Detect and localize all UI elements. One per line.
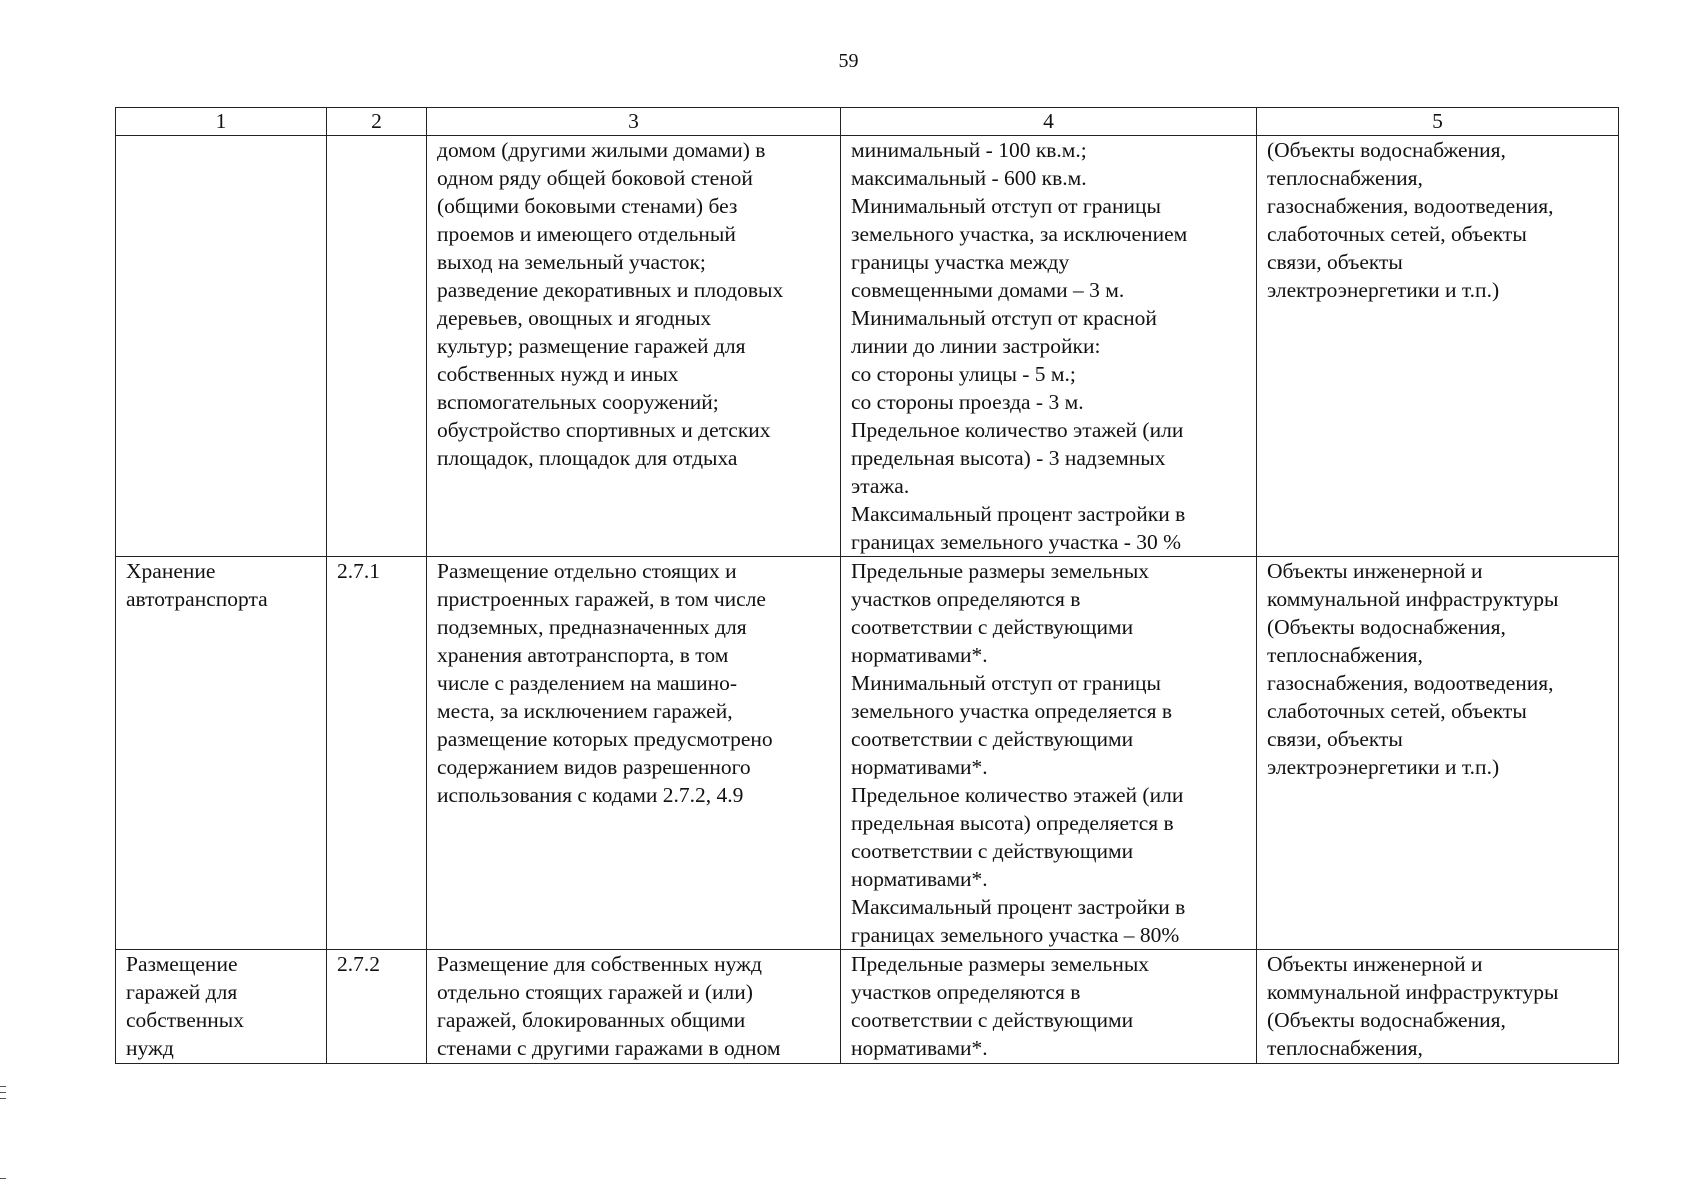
use-parameters-cell: Предельные размеры земельных участков определяются в соответствии с действующими нормативами*. Минимальный отступ от границы земельного участка определяется в соответствии с действующими нормативами*. Предельное количество этажей (или предельная высота) определяется в соответствии с действующими нормативами*. Максимальный процент застройки в границах земельного участка – 80% [841,557,1257,950]
auxiliary-uses-cell: Объекты инженерной и коммунальной инфраструктуры (Объекты водоснабжения, теплоснабжения, [1257,950,1619,1064]
use-name-cell: Хранение автотранспорта [116,557,327,950]
use-code-cell: 2.7.2 [327,950,427,1064]
table-row [116,950,1619,1064]
use-name-cell [116,136,327,557]
auxiliary-uses-cell: (Объекты водоснабжения, теплоснабжения, газоснабжения, водоотведения, слаботочных сетей, объекты связи, объекты электроэнергетики и т.п.) [1257,136,1619,557]
scan-edge-mark [0,1092,6,1093]
use-name-cell: Размещение гаражей для собственных нужд [116,950,327,1064]
use-parameters-cell: минимальный - 100 кв.м.; максимальный - 600 кв.м. Минимальный отступ от границы земельного участка, за исключением границы участка между совмещенными домами – 3 м. Минимальный отступ от красной линии до линии застройки: со стороны улицы - 5 м.; со стороны проезда - 3 м. Предельное количество этажей (или предельная высота) - 3 надземных этажа. Максимальный процент застройки в границах земельного участка - 30 % [841,136,1257,557]
column-header-5: 5 [1257,108,1619,136]
use-parameters-cell: Предельные размеры земельных участков определяются в соответствии с действующими нормативами*. [841,950,1257,1064]
column-header-4: 4 [841,108,1257,136]
column-header-3: 3 [427,108,841,136]
header-row [116,108,1619,136]
use-code-cell: 2.7.1 [327,557,427,950]
use-description-cell: домом (другими жилыми домами) в одном ряду общей боковой стеной (общими боковыми стенами) без проемов и имеющего отдельный выход на земельный участок; разведение декоративных и плодовых деревьев, овощных и ягодных культур; размещение гаражей для собственных нужд и иных вспомогательных сооружений; обустройство спортивных и детских площадок, площадок для отдыха [427,136,841,557]
zoning-table [115,107,1619,1064]
table-row [116,557,1619,950]
use-code-cell [327,136,427,557]
auxiliary-uses-cell: Объекты инженерной и коммунальной инфраструктуры (Объекты водоснабжения, теплоснабжения, газоснабжения, водоотведения, слаботочных сетей, объекты связи, объекты электроэнергетики и т.п.) [1257,557,1619,950]
page-number: 59 [838,50,859,72]
use-description-cell: Размещение отдельно стоящих и пристроенных гаражей, в том числе подземных, предназначенных для хранения автотранспорта, в том числе с разделением на машино- места, за исключением гаражей, размещение которых предусмотрено содержанием видов разрешенного использования с кодами 2.7.2, 4.9 [427,557,841,950]
use-description-cell: Размещение для собственных нужд отдельно стоящих гаражей и (или) гаражей, блокированных общими стенами с другими гаражами в одном [427,950,841,1064]
column-header-2: 2 [327,108,427,136]
scan-edge-mark [0,1098,6,1099]
column-header-1: 1 [116,108,327,136]
scan-edge-mark [0,1178,6,1179]
table-row [116,136,1619,557]
scan-edge-mark [0,1086,6,1087]
